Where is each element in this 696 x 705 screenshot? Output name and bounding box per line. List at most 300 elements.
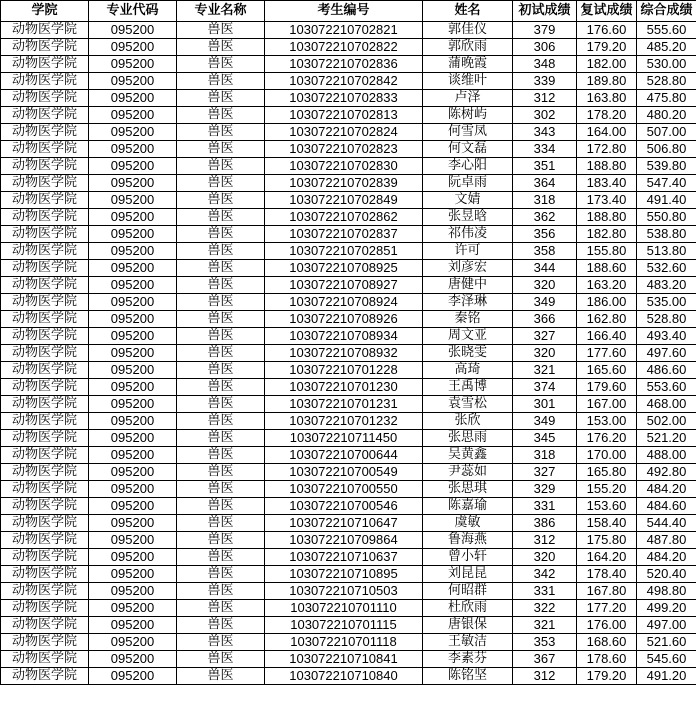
cell-total-score: 475.80 bbox=[637, 90, 696, 107]
cell-major-name: 兽医 bbox=[177, 209, 265, 226]
cell-college: 动物医学院 bbox=[1, 277, 89, 294]
cell-major-code: 095200 bbox=[89, 209, 177, 226]
header-retest-score: 复试成绩 bbox=[577, 1, 637, 22]
cell-major-name: 兽医 bbox=[177, 413, 265, 430]
cell-candidate-id: 103072210701110 bbox=[265, 600, 423, 617]
cell-major-name: 兽医 bbox=[177, 617, 265, 634]
cell-college: 动物医学院 bbox=[1, 634, 89, 651]
cell-candidate-id: 103072210700546 bbox=[265, 498, 423, 515]
table-row bbox=[1, 345, 696, 362]
cell-major-code: 095200 bbox=[89, 396, 177, 413]
cell-initial-score: 334 bbox=[513, 141, 577, 158]
table-row bbox=[1, 226, 696, 243]
cell-name: 刘彦宏 bbox=[423, 260, 513, 277]
table-row bbox=[1, 668, 696, 685]
cell-college: 动物医学院 bbox=[1, 464, 89, 481]
cell-candidate-id: 103072210708925 bbox=[265, 260, 423, 277]
cell-retest-score: 153.60 bbox=[577, 498, 637, 515]
cell-name: 阮卓雨 bbox=[423, 175, 513, 192]
cell-name: 陈树屿 bbox=[423, 107, 513, 124]
cell-name: 唐银保 bbox=[423, 617, 513, 634]
cell-name: 吴黄鑫 bbox=[423, 447, 513, 464]
cell-major-code: 095200 bbox=[89, 651, 177, 668]
cell-retest-score: 186.00 bbox=[577, 294, 637, 311]
cell-college: 动物医学院 bbox=[1, 158, 89, 175]
cell-retest-score: 158.40 bbox=[577, 515, 637, 532]
cell-major-code: 095200 bbox=[89, 617, 177, 634]
cell-college: 动物医学院 bbox=[1, 566, 89, 583]
table-row bbox=[1, 617, 696, 634]
cell-candidate-id: 103072210710647 bbox=[265, 515, 423, 532]
cell-retest-score: 176.20 bbox=[577, 430, 637, 447]
cell-college: 动物医学院 bbox=[1, 430, 89, 447]
table-body bbox=[1, 22, 696, 685]
cell-college: 动物医学院 bbox=[1, 651, 89, 668]
cell-major-code: 095200 bbox=[89, 668, 177, 685]
cell-candidate-id: 103072210701232 bbox=[265, 413, 423, 430]
cell-major-code: 095200 bbox=[89, 294, 177, 311]
cell-candidate-id: 103072210701115 bbox=[265, 617, 423, 634]
cell-major-code: 095200 bbox=[89, 226, 177, 243]
table-row bbox=[1, 464, 696, 481]
header-college: 学院 bbox=[1, 1, 89, 22]
cell-total-score: 484.60 bbox=[637, 498, 696, 515]
cell-retest-score: 164.00 bbox=[577, 124, 637, 141]
cell-retest-score: 165.60 bbox=[577, 362, 637, 379]
cell-retest-score: 182.00 bbox=[577, 56, 637, 73]
header-name: 姓名 bbox=[423, 1, 513, 22]
cell-candidate-id: 103072210710840 bbox=[265, 668, 423, 685]
cell-major-name: 兽医 bbox=[177, 73, 265, 90]
cell-college: 动物医学院 bbox=[1, 617, 89, 634]
cell-retest-score: 173.40 bbox=[577, 192, 637, 209]
cell-initial-score: 339 bbox=[513, 73, 577, 90]
cell-initial-score: 349 bbox=[513, 413, 577, 430]
cell-candidate-id: 103072210708926 bbox=[265, 311, 423, 328]
cell-candidate-id: 103072210702839 bbox=[265, 175, 423, 192]
table-row bbox=[1, 481, 696, 498]
cell-major-code: 095200 bbox=[89, 447, 177, 464]
cell-name: 张思琪 bbox=[423, 481, 513, 498]
cell-retest-score: 165.80 bbox=[577, 464, 637, 481]
cell-major-name: 兽医 bbox=[177, 226, 265, 243]
cell-initial-score: 329 bbox=[513, 481, 577, 498]
cell-total-score: 484.20 bbox=[637, 549, 696, 566]
cell-major-name: 兽医 bbox=[177, 294, 265, 311]
cell-candidate-id: 103072210709864 bbox=[265, 532, 423, 549]
cell-major-code: 095200 bbox=[89, 56, 177, 73]
cell-initial-score: 312 bbox=[513, 532, 577, 549]
cell-name: 郭欣雨 bbox=[423, 39, 513, 56]
cell-name: 张欣 bbox=[423, 413, 513, 430]
cell-name: 王敏洁 bbox=[423, 634, 513, 651]
cell-major-name: 兽医 bbox=[177, 362, 265, 379]
cell-total-score: 468.00 bbox=[637, 396, 696, 413]
cell-major-code: 095200 bbox=[89, 362, 177, 379]
cell-retest-score: 183.40 bbox=[577, 175, 637, 192]
cell-major-name: 兽医 bbox=[177, 583, 265, 600]
cell-candidate-id: 103072210710503 bbox=[265, 583, 423, 600]
cell-candidate-id: 103072210701230 bbox=[265, 379, 423, 396]
cell-retest-score: 188.60 bbox=[577, 260, 637, 277]
cell-total-score: 507.00 bbox=[637, 124, 696, 141]
cell-college: 动物医学院 bbox=[1, 175, 89, 192]
cell-initial-score: 344 bbox=[513, 260, 577, 277]
cell-candidate-id: 103072210711450 bbox=[265, 430, 423, 447]
cell-college: 动物医学院 bbox=[1, 243, 89, 260]
cell-initial-score: 318 bbox=[513, 447, 577, 464]
table-row bbox=[1, 600, 696, 617]
cell-major-name: 兽医 bbox=[177, 464, 265, 481]
cell-initial-score: 353 bbox=[513, 634, 577, 651]
cell-major-name: 兽医 bbox=[177, 22, 265, 39]
cell-total-score: 485.20 bbox=[637, 39, 696, 56]
cell-major-code: 095200 bbox=[89, 498, 177, 515]
table-row bbox=[1, 311, 696, 328]
cell-candidate-id: 103072210702821 bbox=[265, 22, 423, 39]
cell-total-score: 491.20 bbox=[637, 668, 696, 685]
cell-major-code: 095200 bbox=[89, 549, 177, 566]
cell-college: 动物医学院 bbox=[1, 396, 89, 413]
table-row bbox=[1, 124, 696, 141]
cell-major-code: 095200 bbox=[89, 107, 177, 124]
cell-major-code: 095200 bbox=[89, 243, 177, 260]
cell-total-score: 532.60 bbox=[637, 260, 696, 277]
table-row bbox=[1, 73, 696, 90]
cell-retest-score: 178.40 bbox=[577, 566, 637, 583]
cell-initial-score: 342 bbox=[513, 566, 577, 583]
cell-initial-score: 379 bbox=[513, 22, 577, 39]
cell-retest-score: 167.80 bbox=[577, 583, 637, 600]
table-row bbox=[1, 158, 696, 175]
cell-major-name: 兽医 bbox=[177, 192, 265, 209]
cell-total-score: 497.00 bbox=[637, 617, 696, 634]
cell-initial-score: 356 bbox=[513, 226, 577, 243]
cell-total-score: 513.80 bbox=[637, 243, 696, 260]
cell-retest-score: 179.20 bbox=[577, 668, 637, 685]
cell-name: 曾小轩 bbox=[423, 549, 513, 566]
table-row bbox=[1, 56, 696, 73]
cell-total-score: 483.20 bbox=[637, 277, 696, 294]
cell-major-name: 兽医 bbox=[177, 600, 265, 617]
table-row bbox=[1, 192, 696, 209]
cell-college: 动物医学院 bbox=[1, 192, 89, 209]
cell-candidate-id: 103072210701231 bbox=[265, 396, 423, 413]
cell-college: 动物医学院 bbox=[1, 583, 89, 600]
cell-name: 鲁海燕 bbox=[423, 532, 513, 549]
cell-college: 动物医学院 bbox=[1, 209, 89, 226]
cell-initial-score: 374 bbox=[513, 379, 577, 396]
cell-college: 动物医学院 bbox=[1, 668, 89, 685]
cell-candidate-id: 103072210702823 bbox=[265, 141, 423, 158]
cell-major-name: 兽医 bbox=[177, 447, 265, 464]
cell-candidate-id: 103072210710841 bbox=[265, 651, 423, 668]
cell-name: 文婧 bbox=[423, 192, 513, 209]
cell-retest-score: 167.00 bbox=[577, 396, 637, 413]
cell-initial-score: 327 bbox=[513, 464, 577, 481]
cell-major-name: 兽医 bbox=[177, 243, 265, 260]
cell-major-code: 095200 bbox=[89, 22, 177, 39]
header-candidate-id: 考生编号 bbox=[265, 1, 423, 22]
cell-major-name: 兽医 bbox=[177, 396, 265, 413]
cell-candidate-id: 103072210702862 bbox=[265, 209, 423, 226]
cell-name: 高琦 bbox=[423, 362, 513, 379]
table-row bbox=[1, 243, 696, 260]
cell-major-code: 095200 bbox=[89, 260, 177, 277]
cell-major-code: 095200 bbox=[89, 277, 177, 294]
cell-name: 李泽琳 bbox=[423, 294, 513, 311]
table-row bbox=[1, 22, 696, 39]
cell-name: 许可 bbox=[423, 243, 513, 260]
cell-initial-score: 301 bbox=[513, 396, 577, 413]
cell-major-name: 兽医 bbox=[177, 141, 265, 158]
cell-candidate-id: 103072210702824 bbox=[265, 124, 423, 141]
cell-initial-score: 318 bbox=[513, 192, 577, 209]
cell-name: 刘昆昆 bbox=[423, 566, 513, 583]
cell-college: 动物医学院 bbox=[1, 328, 89, 345]
cell-name: 祁伟凌 bbox=[423, 226, 513, 243]
cell-retest-score: 188.80 bbox=[577, 158, 637, 175]
cell-major-code: 095200 bbox=[89, 413, 177, 430]
header-major-code: 专业代码 bbox=[89, 1, 177, 22]
cell-initial-score: 321 bbox=[513, 617, 577, 634]
header-major-name: 专业名称 bbox=[177, 1, 265, 22]
cell-major-name: 兽医 bbox=[177, 277, 265, 294]
table-row bbox=[1, 260, 696, 277]
cell-retest-score: 179.60 bbox=[577, 379, 637, 396]
cell-major-code: 095200 bbox=[89, 430, 177, 447]
cell-college: 动物医学院 bbox=[1, 413, 89, 430]
cell-major-code: 095200 bbox=[89, 566, 177, 583]
cell-major-name: 兽医 bbox=[177, 566, 265, 583]
cell-retest-score: 163.80 bbox=[577, 90, 637, 107]
cell-name: 谈维叶 bbox=[423, 73, 513, 90]
cell-initial-score: 331 bbox=[513, 498, 577, 515]
cell-college: 动物医学院 bbox=[1, 515, 89, 532]
cell-initial-score: 366 bbox=[513, 311, 577, 328]
cell-total-score: 550.80 bbox=[637, 209, 696, 226]
cell-candidate-id: 103072210710895 bbox=[265, 566, 423, 583]
cell-major-name: 兽医 bbox=[177, 532, 265, 549]
cell-total-score: 521.20 bbox=[637, 430, 696, 447]
table-row bbox=[1, 39, 696, 56]
cell-initial-score: 345 bbox=[513, 430, 577, 447]
cell-initial-score: 348 bbox=[513, 56, 577, 73]
cell-total-score: 506.80 bbox=[637, 141, 696, 158]
cell-retest-score: 164.20 bbox=[577, 549, 637, 566]
cell-major-code: 095200 bbox=[89, 583, 177, 600]
table-row bbox=[1, 532, 696, 549]
cell-total-score: 491.40 bbox=[637, 192, 696, 209]
cell-initial-score: 343 bbox=[513, 124, 577, 141]
cell-name: 唐健中 bbox=[423, 277, 513, 294]
cell-major-code: 095200 bbox=[89, 158, 177, 175]
cell-major-name: 兽医 bbox=[177, 260, 265, 277]
cell-name: 秦铭 bbox=[423, 311, 513, 328]
cell-total-score: 499.20 bbox=[637, 600, 696, 617]
cell-college: 动物医学院 bbox=[1, 90, 89, 107]
cell-initial-score: 367 bbox=[513, 651, 577, 668]
cell-initial-score: 312 bbox=[513, 90, 577, 107]
table-row bbox=[1, 651, 696, 668]
cell-initial-score: 386 bbox=[513, 515, 577, 532]
cell-major-code: 095200 bbox=[89, 328, 177, 345]
cell-total-score: 555.60 bbox=[637, 22, 696, 39]
cell-retest-score: 175.80 bbox=[577, 532, 637, 549]
cell-name: 张昱晗 bbox=[423, 209, 513, 226]
cell-college: 动物医学院 bbox=[1, 260, 89, 277]
cell-major-name: 兽医 bbox=[177, 39, 265, 56]
cell-name: 李素芬 bbox=[423, 651, 513, 668]
header-total-score: 综合成绩 bbox=[637, 1, 696, 22]
cell-major-code: 095200 bbox=[89, 90, 177, 107]
cell-major-code: 095200 bbox=[89, 600, 177, 617]
cell-initial-score: 302 bbox=[513, 107, 577, 124]
cell-initial-score: 331 bbox=[513, 583, 577, 600]
cell-retest-score: 179.20 bbox=[577, 39, 637, 56]
cell-college: 动物医学院 bbox=[1, 124, 89, 141]
cell-name: 李心阳 bbox=[423, 158, 513, 175]
cell-candidate-id: 103072210702837 bbox=[265, 226, 423, 243]
cell-total-score: 528.80 bbox=[637, 73, 696, 90]
cell-candidate-id: 103072210702842 bbox=[265, 73, 423, 90]
cell-name: 郭佳仪 bbox=[423, 22, 513, 39]
cell-total-score: 535.00 bbox=[637, 294, 696, 311]
cell-retest-score: 178.60 bbox=[577, 651, 637, 668]
cell-candidate-id: 103072210700644 bbox=[265, 447, 423, 464]
cell-retest-score: 153.00 bbox=[577, 413, 637, 430]
cell-candidate-id: 103072210708927 bbox=[265, 277, 423, 294]
cell-college: 动物医学院 bbox=[1, 141, 89, 158]
table-row bbox=[1, 396, 696, 413]
cell-college: 动物医学院 bbox=[1, 362, 89, 379]
cell-major-name: 兽医 bbox=[177, 481, 265, 498]
cell-major-name: 兽医 bbox=[177, 379, 265, 396]
cell-major-name: 兽医 bbox=[177, 56, 265, 73]
cell-name: 陈铭坚 bbox=[423, 668, 513, 685]
cell-total-score: 487.80 bbox=[637, 532, 696, 549]
cell-initial-score: 306 bbox=[513, 39, 577, 56]
cell-total-score: 528.80 bbox=[637, 311, 696, 328]
cell-major-name: 兽医 bbox=[177, 430, 265, 447]
cell-candidate-id: 103072210702836 bbox=[265, 56, 423, 73]
table-row bbox=[1, 498, 696, 515]
cell-retest-score: 189.80 bbox=[577, 73, 637, 90]
cell-candidate-id: 103072210708924 bbox=[265, 294, 423, 311]
cell-name: 陈嘉瑜 bbox=[423, 498, 513, 515]
cell-candidate-id: 103072210702849 bbox=[265, 192, 423, 209]
cell-candidate-id: 103072210702813 bbox=[265, 107, 423, 124]
cell-major-code: 095200 bbox=[89, 39, 177, 56]
cell-major-name: 兽医 bbox=[177, 549, 265, 566]
cell-total-score: 484.20 bbox=[637, 481, 696, 498]
cell-total-score: 530.00 bbox=[637, 56, 696, 73]
cell-candidate-id: 103072210710637 bbox=[265, 549, 423, 566]
cell-name: 袁雪松 bbox=[423, 396, 513, 413]
table-row bbox=[1, 107, 696, 124]
cell-college: 动物医学院 bbox=[1, 107, 89, 124]
cell-initial-score: 312 bbox=[513, 668, 577, 685]
cell-initial-score: 358 bbox=[513, 243, 577, 260]
cell-name: 何昭群 bbox=[423, 583, 513, 600]
cell-major-name: 兽医 bbox=[177, 158, 265, 175]
cell-candidate-id: 103072210700550 bbox=[265, 481, 423, 498]
cell-college: 动物医学院 bbox=[1, 56, 89, 73]
cell-retest-score: 176.00 bbox=[577, 617, 637, 634]
cell-college: 动物医学院 bbox=[1, 379, 89, 396]
cell-retest-score: 177.60 bbox=[577, 345, 637, 362]
cell-major-name: 兽医 bbox=[177, 311, 265, 328]
cell-candidate-id: 103072210708932 bbox=[265, 345, 423, 362]
cell-major-code: 095200 bbox=[89, 141, 177, 158]
cell-college: 动物医学院 bbox=[1, 294, 89, 311]
cell-college: 动物医学院 bbox=[1, 226, 89, 243]
cell-total-score: 545.60 bbox=[637, 651, 696, 668]
cell-total-score: 480.20 bbox=[637, 107, 696, 124]
cell-name: 张晓雯 bbox=[423, 345, 513, 362]
cell-candidate-id: 103072210701228 bbox=[265, 362, 423, 379]
table-row bbox=[1, 90, 696, 107]
cell-major-code: 095200 bbox=[89, 175, 177, 192]
cell-major-name: 兽医 bbox=[177, 328, 265, 345]
table-row bbox=[1, 634, 696, 651]
cell-major-code: 095200 bbox=[89, 192, 177, 209]
cell-college: 动物医学院 bbox=[1, 345, 89, 362]
cell-total-score: 493.40 bbox=[637, 328, 696, 345]
cell-major-name: 兽医 bbox=[177, 634, 265, 651]
table-row bbox=[1, 379, 696, 396]
table-row bbox=[1, 515, 696, 532]
table-row bbox=[1, 447, 696, 464]
cell-major-code: 095200 bbox=[89, 464, 177, 481]
cell-retest-score: 182.80 bbox=[577, 226, 637, 243]
cell-major-name: 兽医 bbox=[177, 515, 265, 532]
cell-major-code: 095200 bbox=[89, 311, 177, 328]
cell-initial-score: 320 bbox=[513, 345, 577, 362]
cell-initial-score: 322 bbox=[513, 600, 577, 617]
cell-initial-score: 320 bbox=[513, 549, 577, 566]
table-row bbox=[1, 277, 696, 294]
cell-major-code: 095200 bbox=[89, 634, 177, 651]
cell-total-score: 538.80 bbox=[637, 226, 696, 243]
cell-retest-score: 155.20 bbox=[577, 481, 637, 498]
cell-candidate-id: 103072210700549 bbox=[265, 464, 423, 481]
cell-college: 动物医学院 bbox=[1, 498, 89, 515]
cell-college: 动物医学院 bbox=[1, 22, 89, 39]
cell-name: 王禹博 bbox=[423, 379, 513, 396]
cell-college: 动物医学院 bbox=[1, 481, 89, 498]
table-row bbox=[1, 328, 696, 345]
cell-retest-score: 163.20 bbox=[577, 277, 637, 294]
header-row bbox=[1, 1, 696, 22]
table-row bbox=[1, 209, 696, 226]
cell-retest-score: 188.80 bbox=[577, 209, 637, 226]
cell-name: 卢泽 bbox=[423, 90, 513, 107]
cell-total-score: 492.80 bbox=[637, 464, 696, 481]
cell-college: 动物医学院 bbox=[1, 39, 89, 56]
cell-name: 何雪凤 bbox=[423, 124, 513, 141]
cell-initial-score: 349 bbox=[513, 294, 577, 311]
cell-major-name: 兽医 bbox=[177, 107, 265, 124]
cell-major-code: 095200 bbox=[89, 124, 177, 141]
cell-major-code: 095200 bbox=[89, 73, 177, 90]
cell-total-score: 521.60 bbox=[637, 634, 696, 651]
cell-retest-score: 155.80 bbox=[577, 243, 637, 260]
table-row bbox=[1, 430, 696, 447]
cell-initial-score: 364 bbox=[513, 175, 577, 192]
cell-college: 动物医学院 bbox=[1, 549, 89, 566]
cell-retest-score: 176.60 bbox=[577, 22, 637, 39]
